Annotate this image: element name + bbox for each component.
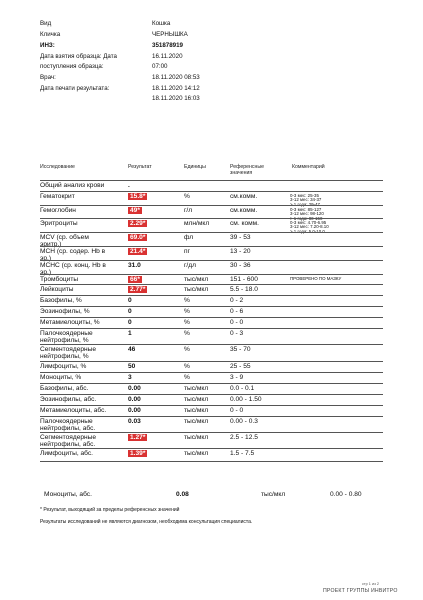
test-name: MCV (ср. объем: [40, 234, 89, 241]
test-name-line-2: эр.): [40, 254, 52, 262]
inz-value: 351878919: [152, 42, 183, 49]
result-unit: тыс/мкл: [184, 434, 209, 441]
test-name-line-2: нейтрофилы, %: [40, 336, 89, 344]
result-value-flagged: 15.8*: [130, 193, 146, 200]
result-unit: тыс/мкл: [184, 385, 209, 392]
table-row: [40, 246, 383, 261]
test-name: Базофилы, абс.: [40, 385, 89, 392]
test-name: Палочкоядерные: [40, 418, 93, 425]
footer-project: ПРОЕКТ ГРУППЫ ИНВИТРО: [323, 588, 398, 594]
result-unit: %: [184, 374, 190, 381]
result-unit: г/л: [184, 207, 193, 214]
result-unit: %: [184, 193, 190, 200]
col-comment-header: Комментарий: [292, 164, 325, 170]
result-unit: фл: [184, 234, 194, 241]
result-unit: %: [184, 330, 190, 337]
result-value: 0.00: [128, 396, 141, 403]
table-row: [40, 432, 383, 449]
reference-range: 39 - 53: [230, 234, 251, 241]
test-name: Гемоглобин: [40, 207, 76, 214]
test-name-line-2: нейтрофилы, абс.: [40, 440, 96, 448]
result-unit: тыс/мкл: [184, 286, 209, 293]
test-name-line-2: эритр.): [40, 240, 62, 248]
result-value-flagged: 49*: [130, 207, 140, 214]
monocytes-abs-ref: 0.00 - 0.80: [330, 491, 362, 498]
result-value-flagged: 69.0*: [130, 234, 146, 241]
test-name: MCHC (ср. конц. Hb в: [40, 262, 106, 269]
result-unit: тыс/мкл: [184, 396, 209, 403]
table-row: [40, 191, 383, 206]
test-name: Тромбоциты: [40, 276, 79, 283]
sample-date-value-2: 07:00: [152, 63, 168, 70]
result-unit: %: [184, 308, 190, 315]
print-date-label: Дата печати результата:: [40, 85, 110, 92]
reference-range: 0.00 - 1.50: [230, 396, 262, 403]
comment-line: 3-12 мес: 34-37: [290, 197, 322, 203]
result-unit: %: [184, 297, 190, 304]
table-row: [40, 328, 383, 345]
reference-range: 3 - 9: [230, 374, 244, 381]
print-date-value-1: 18.11.2020 14:12: [152, 85, 200, 92]
result-value: 0: [128, 297, 132, 304]
comment-line: 0-3 мес: 25-35: [290, 192, 319, 198]
footnote: * Результат, выходящий за пределы референсных значений: [40, 507, 180, 513]
result-value-flagged: 66*: [130, 276, 140, 283]
species-value: Кошка: [152, 20, 171, 27]
nickname-value: ЧЕРНЫШКА: [152, 31, 188, 38]
result-unit: г/дл: [184, 262, 196, 269]
reference-range: 2.5 - 12.5: [230, 434, 258, 441]
reference-range: 13 - 20: [230, 248, 251, 255]
result-value: 0: [128, 319, 132, 326]
comment-line: ПРОВЕРЕНО ПО МАЗКУ: [290, 275, 342, 281]
result-value: 46: [128, 346, 136, 353]
comment-line: 0-3 мес: 85-127: [290, 206, 322, 212]
result-value: 0.03: [128, 418, 141, 425]
reference-range: 5.5 - 18.0: [230, 286, 258, 293]
comment-line: 3-12 мес: 7.20-8.10: [290, 224, 329, 230]
test-name: Эритроциты: [40, 220, 78, 227]
test-name: Лимфоциты, %: [40, 363, 87, 370]
monocytes-abs-value: 0.08: [176, 491, 189, 498]
comment-line: 0-3 мес: 4.70-6.95: [290, 219, 327, 225]
table-bottom-border: [40, 461, 383, 462]
result-value: 0.00: [128, 407, 141, 414]
reference-range: 0.0 - 0.1: [230, 385, 255, 392]
result-value-flagged: 1.27*: [130, 434, 146, 441]
table-row: [40, 448, 383, 462]
test-name: MCH (ср. содер. Hb в: [40, 248, 106, 255]
doctor-value: 18.11.2020 08:53: [152, 74, 200, 81]
result-value: 0.00: [128, 385, 141, 392]
result-value: 0: [128, 308, 132, 315]
reference-range: 30 - 36: [230, 262, 251, 269]
nickname-label: Кличка: [40, 31, 61, 38]
sample-date-label-2: поступления образца:: [40, 63, 104, 70]
test-name-line-2: нейтрофилы, абс.: [40, 424, 96, 432]
sample-date-label-1: Дата взятия образца: Дата: [40, 53, 117, 60]
result-unit: тыс/мкл: [184, 276, 209, 283]
test-name: Сегментоядерные: [40, 434, 97, 441]
result-unit: тыс/мкл: [184, 418, 209, 425]
comment-line: 3-12 мес: 98-120: [290, 211, 324, 217]
comment-line: > 1 года: 5.0-10.0: [290, 228, 325, 234]
monocytes-abs-unit: тыс/мкл: [261, 491, 286, 498]
test-name: Эозинофилы, %: [40, 308, 90, 315]
test-name: Палочкоядерные: [40, 330, 93, 337]
test-name: Моноциты, %: [40, 374, 82, 381]
result-unit: %: [184, 319, 190, 326]
comment-line: > 1 года: 80-150: [290, 215, 323, 221]
test-name: Эозинофилы, абс.: [40, 396, 97, 403]
result-value-flagged: 2.77*: [130, 286, 146, 293]
result-value: 1: [128, 330, 132, 337]
col-ref-header-2: значения: [230, 170, 253, 176]
reference-range: 151 - 600: [230, 276, 258, 283]
test-name: Метамиелоциты, абс.: [40, 407, 107, 414]
reference-range: 0 - 3: [230, 330, 244, 337]
reference-range: 1.5 - 7.5: [230, 450, 255, 457]
comment-line: > 1 года: 29-47: [290, 201, 320, 207]
col-units-header: Единицы: [184, 164, 206, 170]
test-name: Гематокрит: [40, 193, 75, 200]
result-value: .: [128, 182, 130, 189]
reference-range: 0 - 6: [230, 308, 244, 315]
test-name: Сегментоядерные: [40, 346, 97, 353]
reference-range: 0 - 0: [230, 319, 244, 326]
reference-range: 35 - 70: [230, 346, 251, 353]
disclaimer: Результаты исследований не являются диагнозом, необходима консультация специалиста.: [40, 519, 253, 525]
test-name-line-2: эр.): [40, 268, 52, 276]
result-value-flagged: 1.39*: [130, 450, 146, 457]
reference-range: см.комм.: [230, 207, 258, 214]
table-row: [40, 215, 383, 234]
test-name: Базофилы, %: [40, 297, 82, 304]
result-unit: пг: [184, 248, 190, 255]
table-row: [40, 205, 383, 219]
result-unit: тыс/мкл: [184, 450, 209, 457]
result-value: 50: [128, 363, 136, 370]
test-name: Лимфоциты, абс.: [40, 450, 94, 457]
reference-range: 25 - 55: [230, 363, 251, 370]
result-value-flagged: 2.29*: [130, 220, 146, 227]
reference-range: 0.00 - 0.3: [230, 418, 258, 425]
print-date-value-2: 18.11.2020 16:03: [152, 95, 200, 102]
table-row: [40, 260, 383, 275]
result-unit: %: [184, 363, 190, 370]
result-unit: млн/мкл: [184, 220, 210, 227]
test-name: Общий анализ крови: [40, 182, 105, 189]
test-name-line-2: нейтрофилы, %: [40, 352, 89, 360]
test-name: Метамиелоциты, %: [40, 319, 100, 326]
reference-range: см. комм.: [230, 220, 260, 227]
table-row: [40, 232, 383, 247]
table-row: [40, 344, 383, 362]
test-name: Лейкоциты: [40, 286, 74, 293]
col-test-header: Исследование: [40, 164, 75, 170]
sample-date-value-1: 16.11.2020: [152, 53, 183, 60]
result-value-flagged: 21.4*: [130, 248, 146, 255]
reference-range: 0 - 0: [230, 407, 244, 414]
col-result-header: Результат: [128, 164, 152, 170]
result-value: 31.0: [128, 262, 141, 269]
doctor-label: Врач:: [40, 74, 56, 81]
result-value: 3: [128, 374, 132, 381]
result-unit: тыс/мкл: [184, 407, 209, 414]
reference-range: 0 - 2: [230, 297, 244, 304]
col-ref-header-1: Референсные: [230, 164, 264, 170]
page-number: стр 1 из 2: [362, 582, 379, 586]
reference-range: см.комм.: [230, 193, 258, 200]
result-unit: %: [184, 346, 190, 353]
inz-label: ИНЗ:: [40, 42, 55, 49]
species-label: Вид: [40, 20, 52, 27]
table-row: [40, 416, 383, 433]
monocytes-abs-label: Моноциты, абс.: [44, 491, 92, 498]
